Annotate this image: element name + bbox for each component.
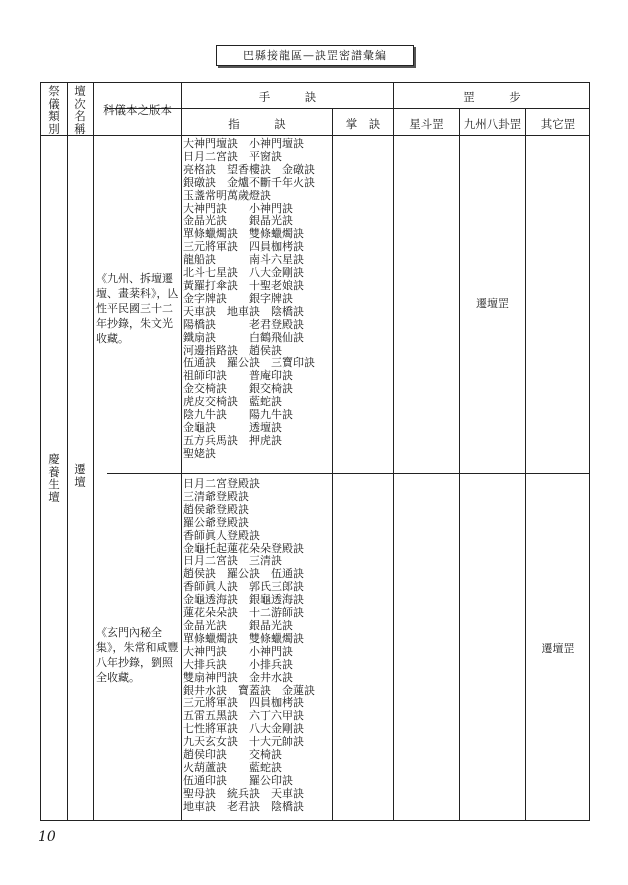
column-line: [393, 83, 394, 820]
seal-line: 三元將軍訣 四員枷栲訣: [183, 240, 304, 254]
pointing-seal-list: [183, 478, 315, 814]
page-number: 10: [38, 829, 56, 845]
jiuzhou-step-cell: 遷壇罡: [476, 297, 509, 310]
column-line: [181, 83, 182, 820]
seal-line: 大神門訣 小神門訣: [183, 201, 293, 215]
seal-line: 金龜透海訣 銀龜透海訣: [183, 593, 304, 607]
column-line: [67, 83, 68, 820]
other-step-cell: 遷壇罡: [541, 642, 575, 655]
header-other-step: 其它罡: [540, 117, 576, 131]
seal-line: 蓮花朵朵訣 十二游師訣: [183, 606, 304, 620]
seal-line: 三清爺登殿訣: [183, 489, 249, 503]
seal-line: 陽橋訣 老君登殿訣: [183, 317, 304, 331]
seal-line: 金交椅訣 銀交椅訣: [183, 382, 293, 396]
seal-line: 羅公爺登殿訣: [183, 515, 249, 529]
seal-line: 單條蠟燭訣 雙條蠟燭訣: [183, 227, 304, 241]
seal-line: 金龜訣 透壇訣: [183, 420, 282, 434]
seal-line: 祖師印訣 普庵印訣: [183, 369, 293, 383]
header-palm-seal: 掌 訣: [345, 117, 381, 131]
seal-line: 金晶光訣 銀晶光訣: [183, 214, 293, 228]
seal-line: 金晶光訣 銀晶光訣: [183, 618, 293, 632]
seal-line: 香師眞人訣 郭氏三郎訣: [183, 580, 304, 594]
header-edition: 科儀本之版本: [103, 103, 172, 117]
seal-line: 銀礅訣 金爐不斷千年火訣: [183, 175, 315, 189]
column-line: [525, 108, 526, 820]
seal-line: 大排兵訣 小排兵訣: [183, 657, 293, 671]
seal-line: 趙侯印訣 交椅訣: [183, 748, 282, 762]
header-hand-seal: 手 訣: [258, 90, 317, 104]
seal-line: 五雷五黑訣 六丁六甲訣: [183, 709, 304, 723]
seal-line: 鐵扇訣 白鶴飛仙訣: [183, 330, 304, 344]
seal-line: 單條蠟燭訣 雙條蠟燭訣: [183, 631, 304, 645]
ritual-seal-table: [40, 82, 590, 821]
seal-line: 聖母訣 統兵訣 天車訣: [183, 786, 304, 800]
column-line: [459, 108, 460, 820]
seal-line: 黃羅打傘訣 十聖老娘訣: [183, 278, 304, 292]
row-divider-line: [107, 473, 590, 474]
header-pointing-seal: 指 訣: [228, 117, 286, 131]
seal-line: 金龜托起蓮花朵朵登殿訣: [183, 541, 304, 555]
header-altar-name: 壇次名稱: [74, 84, 86, 136]
ritual-category-cell: 慶養生壇: [48, 452, 60, 504]
seal-line: 日月二宮訣 平窗訣: [183, 149, 282, 163]
edition-cell: 《玄門內秘全集》，朱常和咸豐八年抄錄，劉照全收藏。: [96, 626, 179, 684]
edition-cell: 《九州、拆壇遷壇、畫棻科》，亾性平民國三十二年抄錄，朱文光收藏。: [96, 272, 179, 345]
seal-line: 大神門壇訣 小神門壇訣: [183, 137, 304, 150]
seal-line: 河邊指路訣 趙侯訣: [183, 343, 282, 357]
seal-line: 日月二宮訣 三清訣: [183, 554, 282, 568]
seal-line: 虎皮交椅訣 藍蛇訣: [183, 395, 282, 409]
seal-line: 雙扇神門訣 金井水訣: [183, 670, 293, 684]
header-star-step: 星斗罡: [409, 117, 444, 131]
seal-line: 北斗七星訣 八大金剛訣: [183, 266, 304, 280]
seal-line: 伍通印訣 羅公印訣: [183, 773, 293, 787]
seal-line: 三元將軍訣 四員枷栲訣: [183, 696, 304, 710]
seal-line: 七性將軍訣 八大金剛訣: [183, 722, 304, 736]
seal-line: 亮格訣 望香樓訣 金礅訣: [183, 162, 315, 176]
seal-line: 天車訣 地車訣 陰橋訣: [183, 304, 304, 318]
seal-line: 日月二宮登殿訣: [183, 477, 260, 490]
altar-name-cell: 遷壇: [74, 462, 86, 489]
column-line: [93, 83, 94, 820]
seal-line: 銀井水訣 寶蓋訣 金蓮訣: [183, 683, 315, 697]
seal-line: 金字牌訣 銀字牌訣: [183, 291, 293, 305]
seal-line: 香師眞人登殿訣: [183, 528, 260, 542]
seal-line: 大神門訣 小神門訣: [183, 644, 293, 658]
seal-line: 龍船訣 南斗六星訣: [183, 253, 304, 267]
seal-line: 地車訣 老君訣 陰橋訣: [183, 799, 304, 813]
column-line: [332, 108, 333, 820]
seal-line: 趙侯爺登殿訣: [183, 502, 249, 516]
header-bottom-line: [41, 135, 590, 136]
seal-line: 火葫蘆訣 藍蛇訣: [183, 760, 282, 774]
seal-line: 五方兵馬訣 押虎訣: [183, 433, 282, 447]
header-jiuzhou-step: 九州八卦罡: [463, 117, 522, 131]
seal-line: 九天玄女訣 十大元帥訣: [183, 735, 304, 749]
seal-line: 聖姥訣: [183, 446, 216, 460]
seal-line: 玉盞常明萬歲燈訣: [183, 188, 271, 202]
pointing-seal-list: [183, 138, 315, 461]
header-ritual-category: 祭儀類別: [48, 84, 60, 136]
seal-line: 伍通訣 羅公訣 三寶印訣: [183, 356, 315, 370]
seal-line: 趙侯訣 羅公訣 伍通訣: [183, 567, 304, 581]
document-banner: 巴縣接龍區—訣罡密譜彙編: [216, 45, 414, 66]
header-step: 罡 步: [463, 90, 521, 104]
seal-line: 陰九牛訣 陽九牛訣: [183, 408, 293, 422]
